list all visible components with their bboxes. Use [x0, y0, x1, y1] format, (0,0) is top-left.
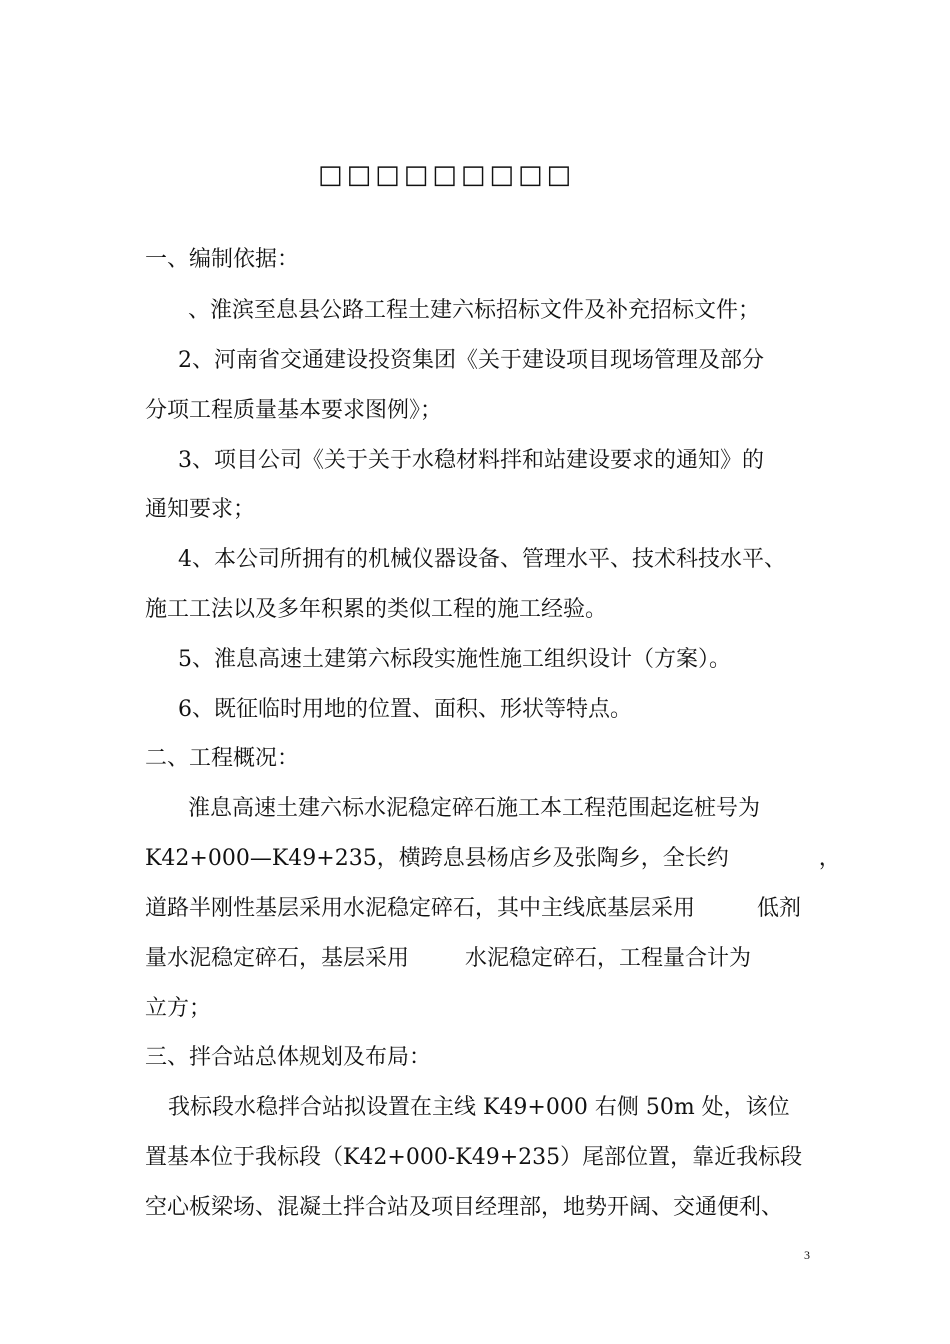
overview-line-2-end: ， [818, 846, 841, 871]
basis-item-1: 、淮滨至息县公路工程土建六标招标文件及补充招标文件； [188, 298, 761, 323]
basis-item-5: 5、淮息高速土建第六标段实施性施工组织设计（方案）。 [178, 647, 731, 672]
overview-line-1: 淮息高速土建六标水泥稳定碎石施工本工程范围起迄桩号为 [188, 796, 761, 821]
overview-line-2-text: K42+000—K49+235，横跨息县杨店乡及张陶乡，全长约 [145, 846, 729, 871]
layout-line-1: 我标段水稳拌合站拟设置在主线 K49+000 右侧 50m 处，该位 [168, 1095, 790, 1120]
overview-line-4-a: 量水泥稳定碎石，基层采用 [145, 946, 410, 971]
overview-line-2 [145, 844, 841, 874]
overview-line-5: 立方； [145, 996, 212, 1021]
basis-item-4-line-2: 施工工法以及多年积累的类似工程的施工经验。 [145, 597, 608, 622]
overview-line-3-end: 低剂 [757, 896, 802, 921]
section-1-heading: 一、编制依据： [145, 247, 300, 272]
overview-line-3-text: 道路半刚性基层采用水泥稳定碎石，其中主线底基层采用 [145, 896, 696, 921]
section-2-heading: 二、工程概况： [145, 746, 300, 771]
layout-line-2: 置基本位于我标段（K42+000-K49+235）尾部位置，靠近我标段 [145, 1145, 803, 1170]
overview-line-3 [145, 894, 801, 924]
basis-item-2-line-2: 分项工程质量基本要求图例》； [145, 398, 443, 423]
basis-item-3-line-2: 通知要求； [145, 497, 256, 522]
basis-item-6: 6、既征临时用地的位置、面积、形状等特点。 [178, 697, 632, 722]
overview-line-4 [145, 944, 751, 974]
page-number: 3 [804, 1248, 810, 1262]
basis-item-2-line-1: 2、河南省交通建设投资集团《关于建设项目现场管理及部分 [178, 348, 764, 373]
page-title: □□□□□□□□□ [318, 160, 576, 190]
overview-line-4-b: 水泥稳定碎石，工程量合计为 [465, 946, 752, 971]
section-3-heading: 三、拌合站总体规划及布局： [145, 1045, 432, 1070]
basis-item-4-line-1: 4、本公司所拥有的机械仪器设备、管理水平、技术科技水平、 [178, 547, 786, 572]
layout-line-3: 空心板梁场、混凝土拌合站及项目经理部，地势开阔、交通便利、 [145, 1195, 784, 1220]
basis-item-3-line-1: 3、项目公司《关于关于水稳材料拌和站建设要求的通知》的 [178, 448, 764, 473]
